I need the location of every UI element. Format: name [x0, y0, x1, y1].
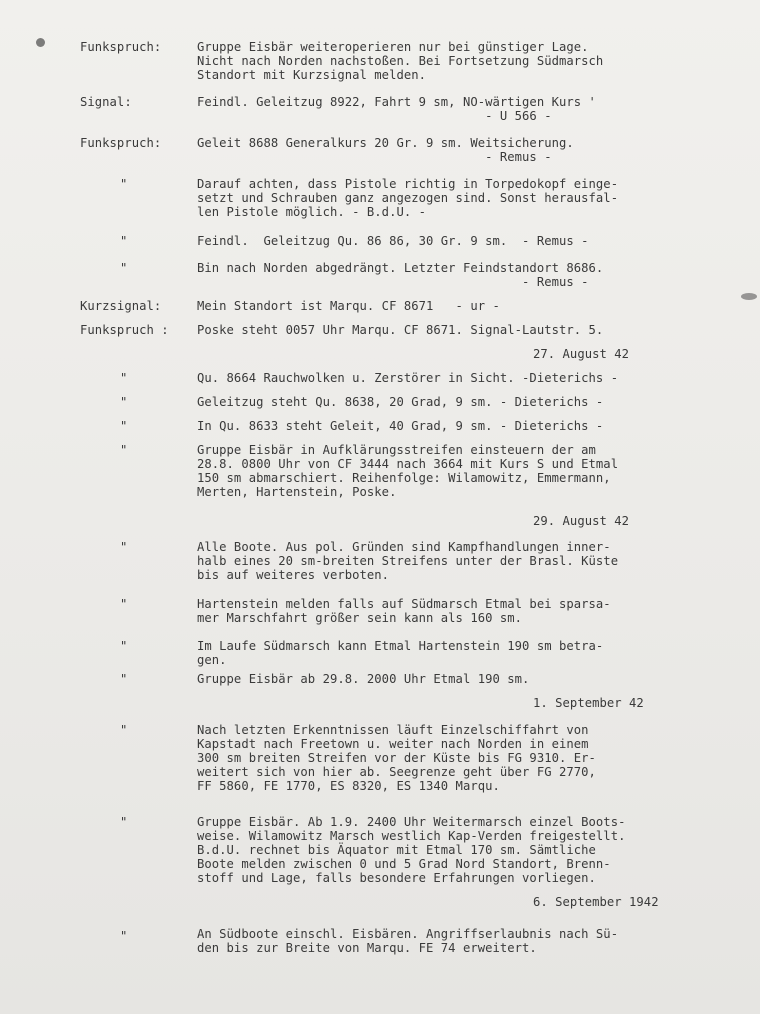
message-text-line: Merten, Hartenstein, Poske.: [197, 485, 397, 499]
ditto-mark: ": [120, 443, 128, 457]
date-heading: 29. August 42: [533, 514, 630, 528]
ditto-mark: ": [120, 261, 128, 275]
message-text-line: len Pistole möglich. - B.d.U. -: [197, 205, 427, 219]
message-text-line: Alle Boote. Aus pol. Gründen sind Kampfhandlungen inner-: [197, 540, 611, 554]
message-text-line: Feindl. Geleitzug Qu. 86 86, 30 Gr. 9 sm. - Remus -: [197, 234, 589, 248]
message-text-line: gen.: [197, 653, 227, 667]
message-type-label: Signal:: [80, 95, 132, 109]
message-text-line: - U 566 -: [197, 109, 552, 123]
message-text-line: Darauf achten, dass Pistole richtig in Torpedokopf einge-: [197, 177, 619, 191]
message-text-line: Gruppe Eisbär. Ab 1.9. 2400 Uhr Weitermarsch einzel Boots-: [197, 815, 626, 829]
message-text-line: mer Marschfahrt größer sein kann als 160 sm.: [197, 611, 523, 625]
message-text-line: Bin nach Norden abgedrängt. Letzter Feindstandort 8686.: [197, 261, 604, 275]
message-text-line: stoff und Lage, falls besondere Erfahrungen vorliegen.: [197, 871, 596, 885]
message-text-line: Mein Standort ist Marqu. CF 8671 - ur -: [197, 299, 500, 313]
ditto-mark: ": [120, 815, 128, 829]
message-text-line: 300 sm breiten Streifen vor der Küste bis FG 9310. Er-: [197, 751, 596, 765]
message-type-label: Funkspruch:: [80, 136, 162, 150]
message-text-line: FF 5860, FE 1770, ES 8320, ES 1340 Marqu.: [197, 779, 500, 793]
message-text-line: Kapstadt nach Freetown u. weiter nach Norden in einem: [197, 737, 589, 751]
ink-smudge: [36, 38, 45, 47]
message-text-line: An Südboote einschl. Eisbären. Angriffserlaubnis nach Sü-: [197, 927, 619, 941]
message-text-line: Hartenstein melden falls auf Südmarsch Etmal bei sparsa-: [197, 597, 611, 611]
message-text-line: Qu. 8664 Rauchwolken u. Zerstörer in Sicht. -Dieterichs -: [197, 371, 619, 385]
message-text-line: Nach letzten Erkenntnissen läuft Einzelschiffahrt von: [197, 723, 589, 737]
message-text-line: 150 sm abmarschiert. Reihenfolge: Wilamowitz, Emmermann,: [197, 471, 611, 485]
message-text-line: Gruppe Eisbär in Aufklärungsstreifen einsteuern der am: [197, 443, 596, 457]
message-text-line: Nicht nach Norden nachstoßen. Bei Fortsetzung Südmarsch: [197, 54, 604, 68]
message-text-line: 28.8. 0800 Uhr von CF 3444 nach 3664 mit Kurs S und Etmal: [197, 457, 619, 471]
message-text-line: weitert sich von hier ab. Seegrenze geht über FG 2770,: [197, 765, 596, 779]
ditto-mark: ": [120, 234, 128, 248]
message-text-line: den bis zur Breite von Marqu. FE 74 erweitert.: [197, 941, 537, 955]
ditto-mark: ": [120, 672, 128, 686]
message-text-line: - Remus -: [197, 150, 552, 164]
ditto-mark: ": [120, 540, 128, 554]
message-text-line: Standort mit Kurzsignal melden.: [197, 68, 427, 82]
message-text-line: Gruppe Eisbär weiteroperieren nur bei günstiger Lage.: [197, 40, 589, 54]
message-type-label: Funkspruch :: [80, 323, 169, 337]
message-type-label: Funkspruch:: [80, 40, 162, 54]
message-text-line: weise. Wilamowitz Marsch westlich Kap-Verden freigestellt.: [197, 829, 626, 843]
message-text-line: B.d.U. rechnet bis Äquator mit Etmal 170 sm. Sämtliche: [197, 843, 596, 857]
message-text-line: Poske steht 0057 Uhr Marqu. CF 8671. Signal-Lautstr. 5.: [197, 323, 604, 337]
message-text-line: Geleit 8688 Generalkurs 20 Gr. 9 sm. Weitsicherung.: [197, 136, 574, 150]
ditto-mark: ": [120, 419, 128, 433]
message-text-line: Im Laufe Südmarsch kann Etmal Hartenstein 190 sm betra-: [197, 639, 604, 653]
ditto-mark: ": [120, 597, 128, 611]
ditto-mark: ": [120, 371, 128, 385]
message-text-line: Gruppe Eisbär ab 29.8. 2000 Uhr Etmal 190 sm.: [197, 672, 530, 686]
message-text-line: Geleitzug steht Qu. 8638, 20 Grad, 9 sm. - Dieterichs -: [197, 395, 604, 409]
date-heading: 27. August 42: [533, 347, 630, 361]
message-text-line: Boote melden zwischen 0 und 5 Grad Nord Standort, Brenn-: [197, 857, 611, 871]
date-heading: 6. September 1942: [533, 895, 659, 909]
ditto-mark: ": [120, 723, 128, 737]
message-text-line: setzt und Schrauben ganz angezogen sind. Sonst herausfal-: [197, 191, 619, 205]
ditto-mark: ": [120, 177, 128, 191]
message-text-line: halb eines 20 sm-breiten Streifens unter der Brasl. Küste: [197, 554, 619, 568]
ditto-mark: ": [120, 929, 128, 943]
ink-smudge: [741, 293, 757, 300]
message-text-line: In Qu. 8633 steht Geleit, 40 Grad, 9 sm. - Dieterichs -: [197, 419, 604, 433]
ditto-mark: ": [120, 395, 128, 409]
message-text-line: - Remus -: [197, 275, 589, 289]
message-text-line: bis auf weiteres verboten.: [197, 568, 390, 582]
ditto-mark: ": [120, 639, 128, 653]
message-type-label: Kurzsignal:: [80, 299, 162, 313]
date-heading: 1. September 42: [533, 696, 644, 710]
message-text-line: Feindl. Geleitzug 8922, Fahrt 9 sm, NO-wärtigen Kurs ': [197, 95, 596, 109]
